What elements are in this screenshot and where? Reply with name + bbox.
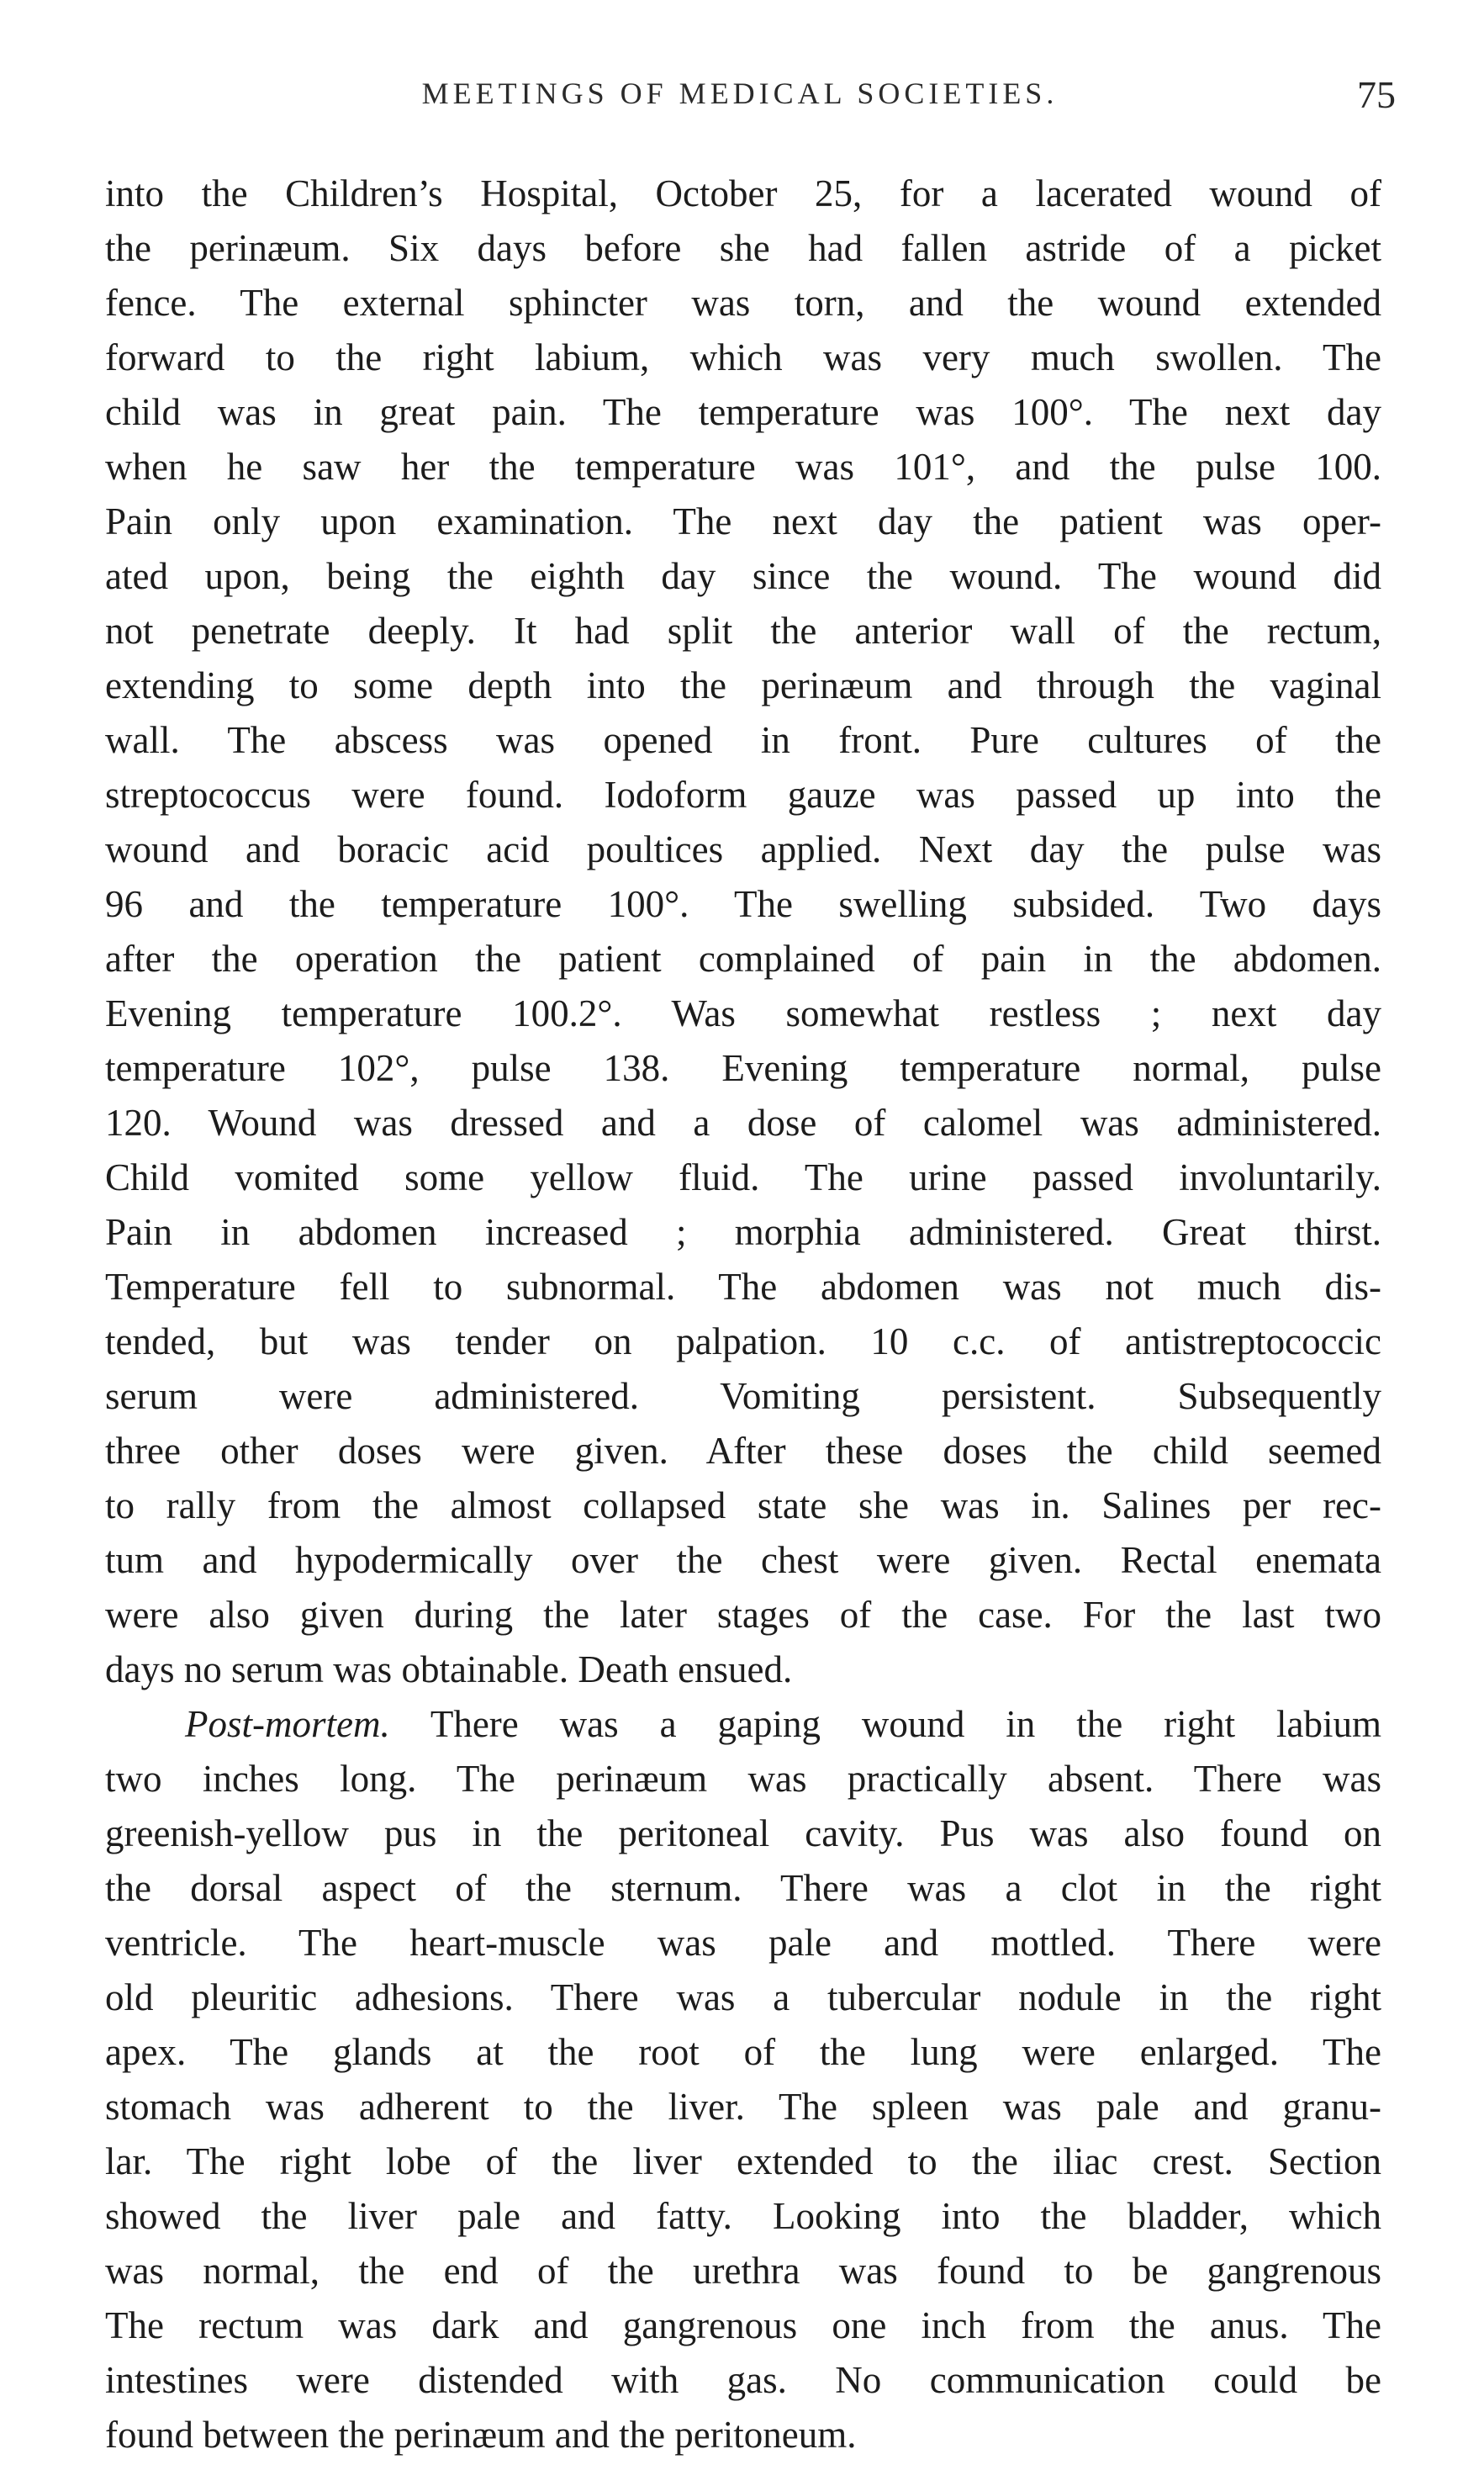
text-line: wall. The abscess was opened in front. Pure cultures of the — [105, 719, 1381, 761]
text-line: three other doses were given. After these doses the child seemed — [105, 1430, 1381, 1472]
text-line: were also given during the later stages of the case. For the last two — [105, 1594, 1381, 1636]
running-head — [0, 73, 1484, 126]
text-line: showed the liver pale and fatty. Looking into the bladder, which — [105, 2195, 1381, 2237]
text-line: after the operation the patient complained of pain in the abdomen. — [105, 938, 1381, 980]
text-line: stomach was adherent to the liver. The spleen was pale and granu- — [105, 2086, 1381, 2128]
post-mortem-lead-text: There was a gaping wound in the right labium — [389, 1703, 1381, 1745]
text-line: two inches long. The perinæum was practically absent. There was — [105, 1758, 1381, 1800]
text-line: fence. The external sphincter was torn, and the wound extended — [105, 282, 1381, 324]
text-line: apex. The glands at the root of the lung were enlarged. The — [105, 2031, 1381, 2073]
text-line: tum and hypodermically over the chest were given. Rectal enemata — [105, 1539, 1381, 1581]
text-line: Pain only upon examination. The next day the patient was oper- — [105, 500, 1381, 542]
page-number: 75 — [1357, 73, 1396, 116]
text-line: streptococcus were found. Iodoform gauze was passed up into the — [105, 774, 1381, 816]
text-line: extending to some depth into the perinæum and through the vaginal — [105, 664, 1381, 706]
text-line: ventricle. The heart-muscle was pale and mottled. There were — [105, 1922, 1381, 1964]
text-line: not penetrate deeply. It had split the anterior wall of the rectum, — [105, 610, 1381, 652]
case-report-paragraph — [105, 167, 1381, 1697]
text-line: old pleuritic adhesions. There was a tubercular nodule in the right — [105, 1976, 1381, 2018]
text-line: Temperature fell to subnormal. The abdomen was not much dis- — [105, 1266, 1381, 1308]
text-line: Child vomited some yellow fluid. The urine passed involuntarily. — [105, 1156, 1381, 1198]
text-line — [105, 1697, 1381, 1752]
text-line: when he saw her the temperature was 101°, and the pulse 100. — [105, 446, 1381, 488]
text-line: child was in great pain. The temperature was 100°. The next day — [105, 391, 1381, 433]
text-line: tended, but was tender on palpation. 10 c.c. of antistreptococcic — [105, 1320, 1381, 1362]
text-line: intestines were distended with gas. No communication could be — [105, 2359, 1381, 2401]
text-line: Evening temperature 100.2°. Was somewhat restless ; next day — [105, 992, 1381, 1034]
text-line: was normal, the end of the urethra was found to be gangrenous — [105, 2250, 1381, 2292]
text-line: into the Children’s Hospital, October 25, for a lacerated wound of — [105, 172, 1381, 214]
text-line: Pain in abdomen increased ; morphia administered. Great thirst. — [105, 1211, 1381, 1253]
text-line: lar. The right lobe of the liver extended to the iliac crest. Section — [105, 2140, 1381, 2182]
text-line: temperature 102°, pulse 138. Evening temperature normal, pulse — [105, 1047, 1381, 1089]
text-line: 96 and the temperature 100°. The swelling subsided. Two days — [105, 883, 1381, 925]
text-line: days no serum was obtainable. Death ensued. — [105, 1648, 793, 1690]
text-line: the perinæum. Six days before she had fallen astride of a picket — [105, 227, 1381, 269]
body-text — [105, 167, 1381, 2462]
text-line: wound and boracic acid poultices applied. Next day the pulse was — [105, 828, 1381, 870]
text-line: the dorsal aspect of the sternum. There was a clot in the right — [105, 1867, 1381, 1909]
text-line: greenish-yellow pus in the peritoneal cavity. Pus was also found on — [105, 1812, 1381, 1854]
running-title: MEETINGS OF MEDICAL SOCIETIES. — [421, 77, 1059, 110]
text-line: forward to the right labium, which was very much swollen. The — [105, 336, 1381, 378]
post-mortem-heading: Post-mortem. — [185, 1703, 390, 1745]
text-line: ated upon, being the eighth day since the wound. The wound did — [105, 555, 1381, 597]
post-mortem-paragraph — [105, 1697, 1381, 2462]
text-line: 120. Wound was dressed and a dose of calomel was administered. — [105, 1102, 1381, 1144]
text-line: to rally from the almost collapsed state she was in. Salines per rec- — [105, 1484, 1381, 1526]
text-line: serum were administered. Vomiting persistent. Subsequently — [105, 1375, 1381, 1417]
text-line: found between the perinæum and the peritoneum. — [105, 2414, 857, 2456]
text-line: The rectum was dark and gangrenous one inch from the anus. The — [105, 2304, 1381, 2346]
